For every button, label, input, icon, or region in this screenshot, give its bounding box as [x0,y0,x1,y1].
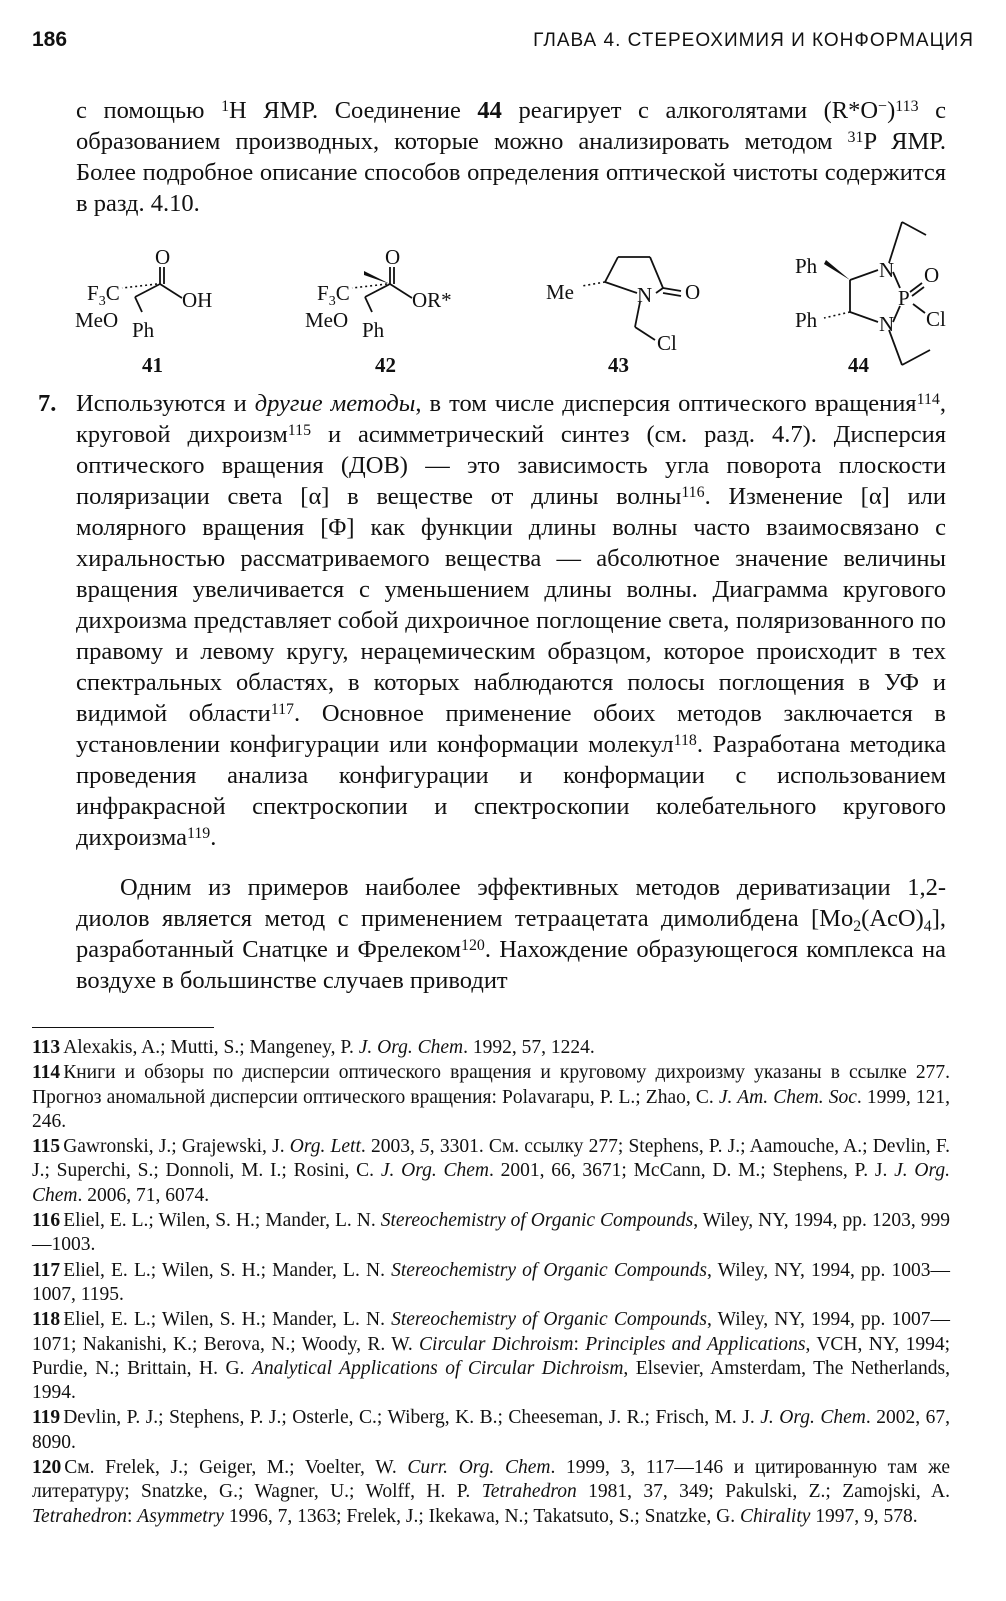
footnote-italic: Stereochemistry of Organic Compounds [391,1259,708,1281]
compound-label-41: 41 [142,353,163,377]
footnote-text: . 2002, 67, 8090. [32,1407,951,1453]
text-run: . Основное применение обоих методов заключается в установлении конфигурации или конформации молекул [76,700,946,758]
footnote-text: , VCH, NY, 1994; Purdie, N.; Brittain, H. G. [32,1333,950,1379]
footnote-text: , Wiley, NY, 1994, pp. 1203, 999—1003. [32,1210,950,1256]
footnote-text: , 3301. См. ссылку 277; Stephens, P. J.; Aamouche, A.; Devlin, F. J.; Superchi, S.; Donnoli, M. I.; Rosini, C. [32,1136,951,1182]
text-run: (AcO) [861,905,924,932]
hydroxyl-label: OH [182,288,213,312]
chlorine-label: Cl [926,307,946,331]
text-run: ) [887,97,896,124]
page-header [32,28,974,58]
phosphorus-label: P [898,286,910,310]
footnote-italic: Principles and Applications [585,1333,806,1355]
footnote-number: 114 [32,1062,61,1084]
footnote-text: Gawronski, J.; Grajewski, J. [63,1136,290,1158]
page-number: 186 [32,28,68,51]
text-run: Используются и [76,390,255,417]
text-run: , в том числе дисперсия оптического вращения [415,390,917,417]
methoxy-label: MeO [75,308,119,332]
compound-label-43: 43 [608,353,629,377]
superscript: 31 [847,128,864,146]
footnote-text: . 2006, 71, 6074. [77,1184,210,1206]
reference-sup: 117 [270,700,294,718]
text-run: . [210,824,217,851]
footnote-italic: Curr. Org. Chem [407,1457,551,1479]
nitrogen-label: N [879,312,895,336]
compound-ref: 44 [477,97,502,124]
footnote-text: : [127,1505,138,1527]
cf3-label: $F_3C$ [317,281,350,309]
text-run: P ЯМР. Более подробное описание способов определения оптической чистоты содержится в разд. 4.10. [76,128,946,217]
footnote [32,1036,950,1060]
intro-paragraph [76,95,946,219]
oxygen-label: O [924,263,940,287]
text-run: реагирует с алкоголятами (R*O [501,97,879,124]
footnote-text: : [573,1333,586,1355]
footnotes [32,1036,950,1530]
footnote-italic: Org. Lett [289,1136,361,1158]
text-run: H ЯМР. Соединение [229,97,478,124]
footnote-text: Eliel, E. L.; Wilen, S. H.; Mander, L. N. [63,1210,381,1232]
footnote-text: . 1992, 57, 1224. [463,1037,595,1058]
footnote-text: , Wiley, NY, 1994, pp. 1007—1071; Nakanishi, K.; Berova, N.; Woody, R. W. [32,1309,950,1355]
phenyl-label: Ph [132,318,155,342]
methoxy-label: MeO [305,308,349,332]
footnote-italic: Stereochemistry of Organic Compounds [380,1210,694,1232]
footnote-text: . 1999, 121, 246. [32,1086,950,1132]
footnote-text: 1997, 9, 578. [810,1505,918,1527]
reference-sup: 115 [287,421,312,439]
nitrogen-label: N [879,258,895,282]
footnote-italic: Tetrahedron [481,1481,577,1503]
chemical-structures [60,210,960,380]
text-run: с помощью [76,97,222,124]
footnote-number: 113 [32,1037,61,1058]
superscript: 1 [221,97,230,115]
text-run: . Изменение [α] или молярного вращения [Φ] как функции длины волны часто взаимосвязано с хиральностью рассматриваемого вещества — абсолютное значение величины вращения увеличивается с уменьшением длины волны. Диаграмма кругового дихроизма представляет собой дихроичное поглощение света, поляризованного по правому и левому кругу, нерацемическим образцом, которое происходит в тех спектральных областях, в которых наблюдаются полосы поглощения в УФ и видимой области [76,483,946,727]
footnote-number: 115 [32,1136,61,1158]
ester-label: OR* [412,288,452,312]
footnote-italic: J. Am. Chem. Soc [718,1086,857,1108]
footnote-italic: J. Org. Chem [760,1407,866,1429]
nitrogen-label: N [637,283,653,307]
reference-sup: 116 [681,483,705,501]
footnote-italic: J. Org. Chem [380,1160,489,1182]
superscript: − [878,97,888,115]
footnote [32,1406,950,1455]
footnote-text: , Wiley, NY, 1994, pp. 1003—1007, 1195. [32,1259,950,1305]
footnote-number: 116 [32,1210,61,1232]
footnote [32,1209,950,1258]
text-run: , круговой дихроизм [76,390,946,448]
text-run: с образованием производных, которые можно анализировать методом [76,97,947,155]
footnote [32,1259,950,1308]
footnote-italic: J. Org. Chem [32,1160,950,1206]
footnote-text: Devlin, P. J.; Stephens, P. J.; Osterle, C.; Wiberg, K. B.; Cheeseman, J. R.; Frisch, M. J. [63,1407,761,1429]
phenyl-label: Ph [362,318,385,342]
list-number: 7. [38,390,57,417]
list-item-text [76,388,946,853]
footnote-number: 119 [32,1407,61,1429]
footnote-text: , Elsevier, Amsterdam, The Netherlands, 1994. [32,1357,950,1404]
phenyl-label: Ph [795,254,818,278]
footnote-text: См. Frelek, J.; Geiger, M.; Voelter, W. [64,1457,408,1479]
footnote-italic: Chirality [739,1505,811,1527]
text-run: и асимметрический синтез (см. разд. 4.7). Дисперсия оптического вращения (ДОВ) — это зависимость угла поворота плоскости поляризации света [α] в веществе от длины волны [76,421,946,510]
footnote-text: Eliel, E. L.; Wilen, S. H.; Mander, L. N. [63,1259,392,1281]
footnote-number: 118 [32,1309,61,1331]
text-run: Одним из примеров наиболее эффективных методов дериватизации 1,2-диолов является метод с применением тетраацетата димолибдена [Mo [76,874,946,932]
structures-svg [60,210,960,380]
footnote-number: 120 [32,1457,62,1479]
footnote [32,1308,950,1405]
methyl-label: Me [546,280,574,304]
text-run: ], разработанный Снатцке и Фрелеком [76,905,946,963]
compound-label-42: 42 [375,353,396,377]
footnote [32,1061,950,1134]
footnote-italic: Tetrahedron [32,1505,127,1527]
footnote-text: Eliel, E. L.; Wilen, S. H.; Mander, L. N. [63,1309,392,1331]
footnote-italic: 5 [420,1136,430,1158]
reference-sup: 120 [461,936,485,954]
footnote-number: 117 [32,1259,61,1281]
emphasis: другие методы [254,390,416,417]
paragraph-2 [76,872,946,996]
footnote-italic: J. Org. Chem [358,1037,464,1058]
footnote-text: . 1999, 3, 117—146 и цитированную там же литературу; Snatzke, G.; Wagner, U.; Wolff, H. P. [32,1457,950,1503]
subscript: 2 [853,917,862,935]
compound-label-44: 44 [848,353,869,377]
footnote-italic: Analytical Applications of Circular Dichroism [251,1357,624,1379]
oxygen-label: O [155,245,171,269]
text-run: . Разработана методика проведения анализа конфигурации и конформации с использованием инфракрасной спектроскопии и спектроскопии колебательного кругового дихроизма [76,731,946,851]
footnote [32,1135,950,1208]
reference-sup: 118 [673,731,697,749]
footnote-italic: Circular Dichroism [419,1333,574,1355]
oxygen-label: O [385,245,401,269]
chlorine-label: Cl [657,331,677,355]
oxygen-label: O [685,280,701,304]
footnote-text: 1996, 7, 1363; Frelek, J.; Ikekawa, N.; Takatsuto, S.; Snatzke, G. [223,1505,740,1527]
footnote-text: . 2001, 66, 3671; McCann, D. M.; Stephens, P. J. [488,1160,895,1182]
footnote-text: Alexakis, A.; Mutti, S.; Mangeney, P. [63,1037,359,1058]
cf3-label: $F_3C$ [87,281,120,309]
text-run: . Нахождение образующегося комплекса на воздухе в большинстве случаев приводит [76,936,946,994]
reference-sup: 113 [895,97,919,115]
footnote-rule [32,1027,214,1028]
running-title: ГЛАВА 4. СТЕРЕОХИМИЯ И КОНФОРМАЦИЯ [533,30,974,51]
phenyl-label: Ph [795,308,818,332]
footnote-text: Книги и обзоры по дисперсии оптического вращения и круговому дихроизму указаны в ссылке 277. Прогноз аномальной дисперсии оптического вращения: Polavarapu, P. L.; Zhao, C. [32,1062,950,1108]
subscript: 4 [923,917,932,935]
footnote [32,1456,950,1529]
reference-sup: 114 [916,390,940,408]
footnote-italic: Asymmetry [137,1505,224,1527]
footnote-text: 1981, 37, 349; Pakulski, Z.; Zamojski, A. [576,1481,951,1503]
reference-sup: 119 [186,824,211,842]
footnote-italic: Stereochemistry of Organic Compounds [391,1309,708,1331]
footnote-text: . 2003, [360,1136,421,1158]
list-item-7 [38,388,946,853]
